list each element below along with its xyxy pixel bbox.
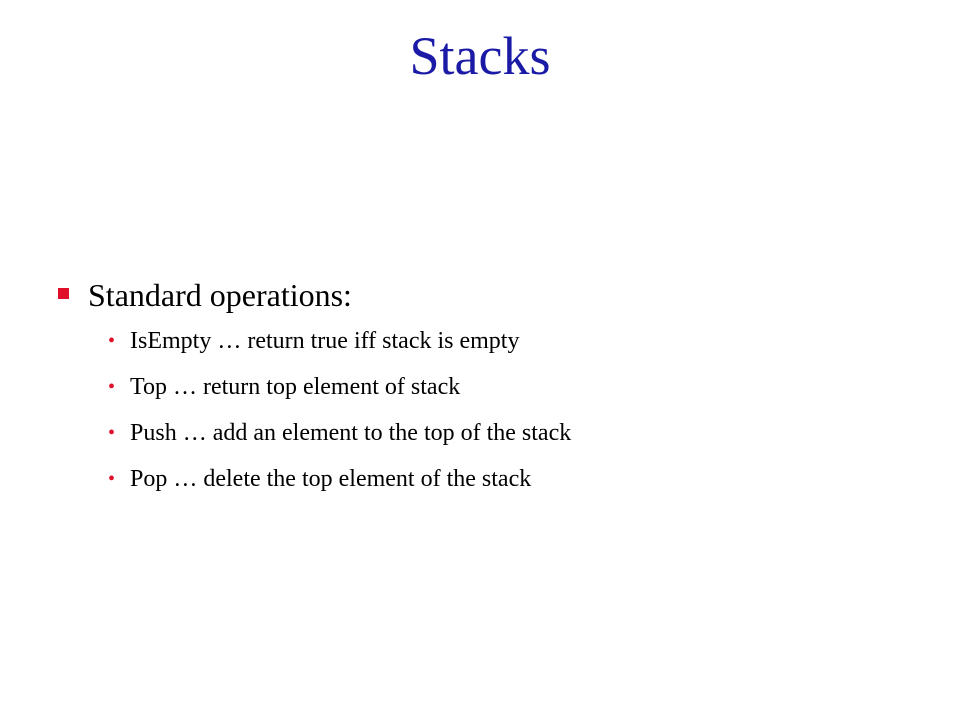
square-bullet-icon <box>58 288 69 299</box>
dot-bullet-icon: • <box>108 376 116 398</box>
sub-bullet-item <box>58 410 918 456</box>
sub-bullet-text: Pop … delete the top element of the stack <box>130 466 532 492</box>
sub-bullet-text: Push … add an element to the top of the stack <box>130 420 572 446</box>
dot-bullet-icon: • <box>108 468 116 490</box>
dot-bullet-icon: • <box>108 422 116 444</box>
bullet-list <box>58 272 918 502</box>
sub-bullet-text: Top … return top element of stack <box>130 374 461 400</box>
main-bullet-item <box>58 272 918 318</box>
sub-bullet-item <box>58 364 918 410</box>
sub-bullet-item <box>58 456 918 502</box>
sub-bullet-text: IsEmpty … return true iff stack is empty <box>130 328 520 354</box>
slide-title: Stacks <box>409 26 551 86</box>
dot-bullet-icon: • <box>108 330 116 352</box>
sub-bullet-item <box>58 318 918 364</box>
main-bullet-text: Standard operations: <box>88 277 352 313</box>
